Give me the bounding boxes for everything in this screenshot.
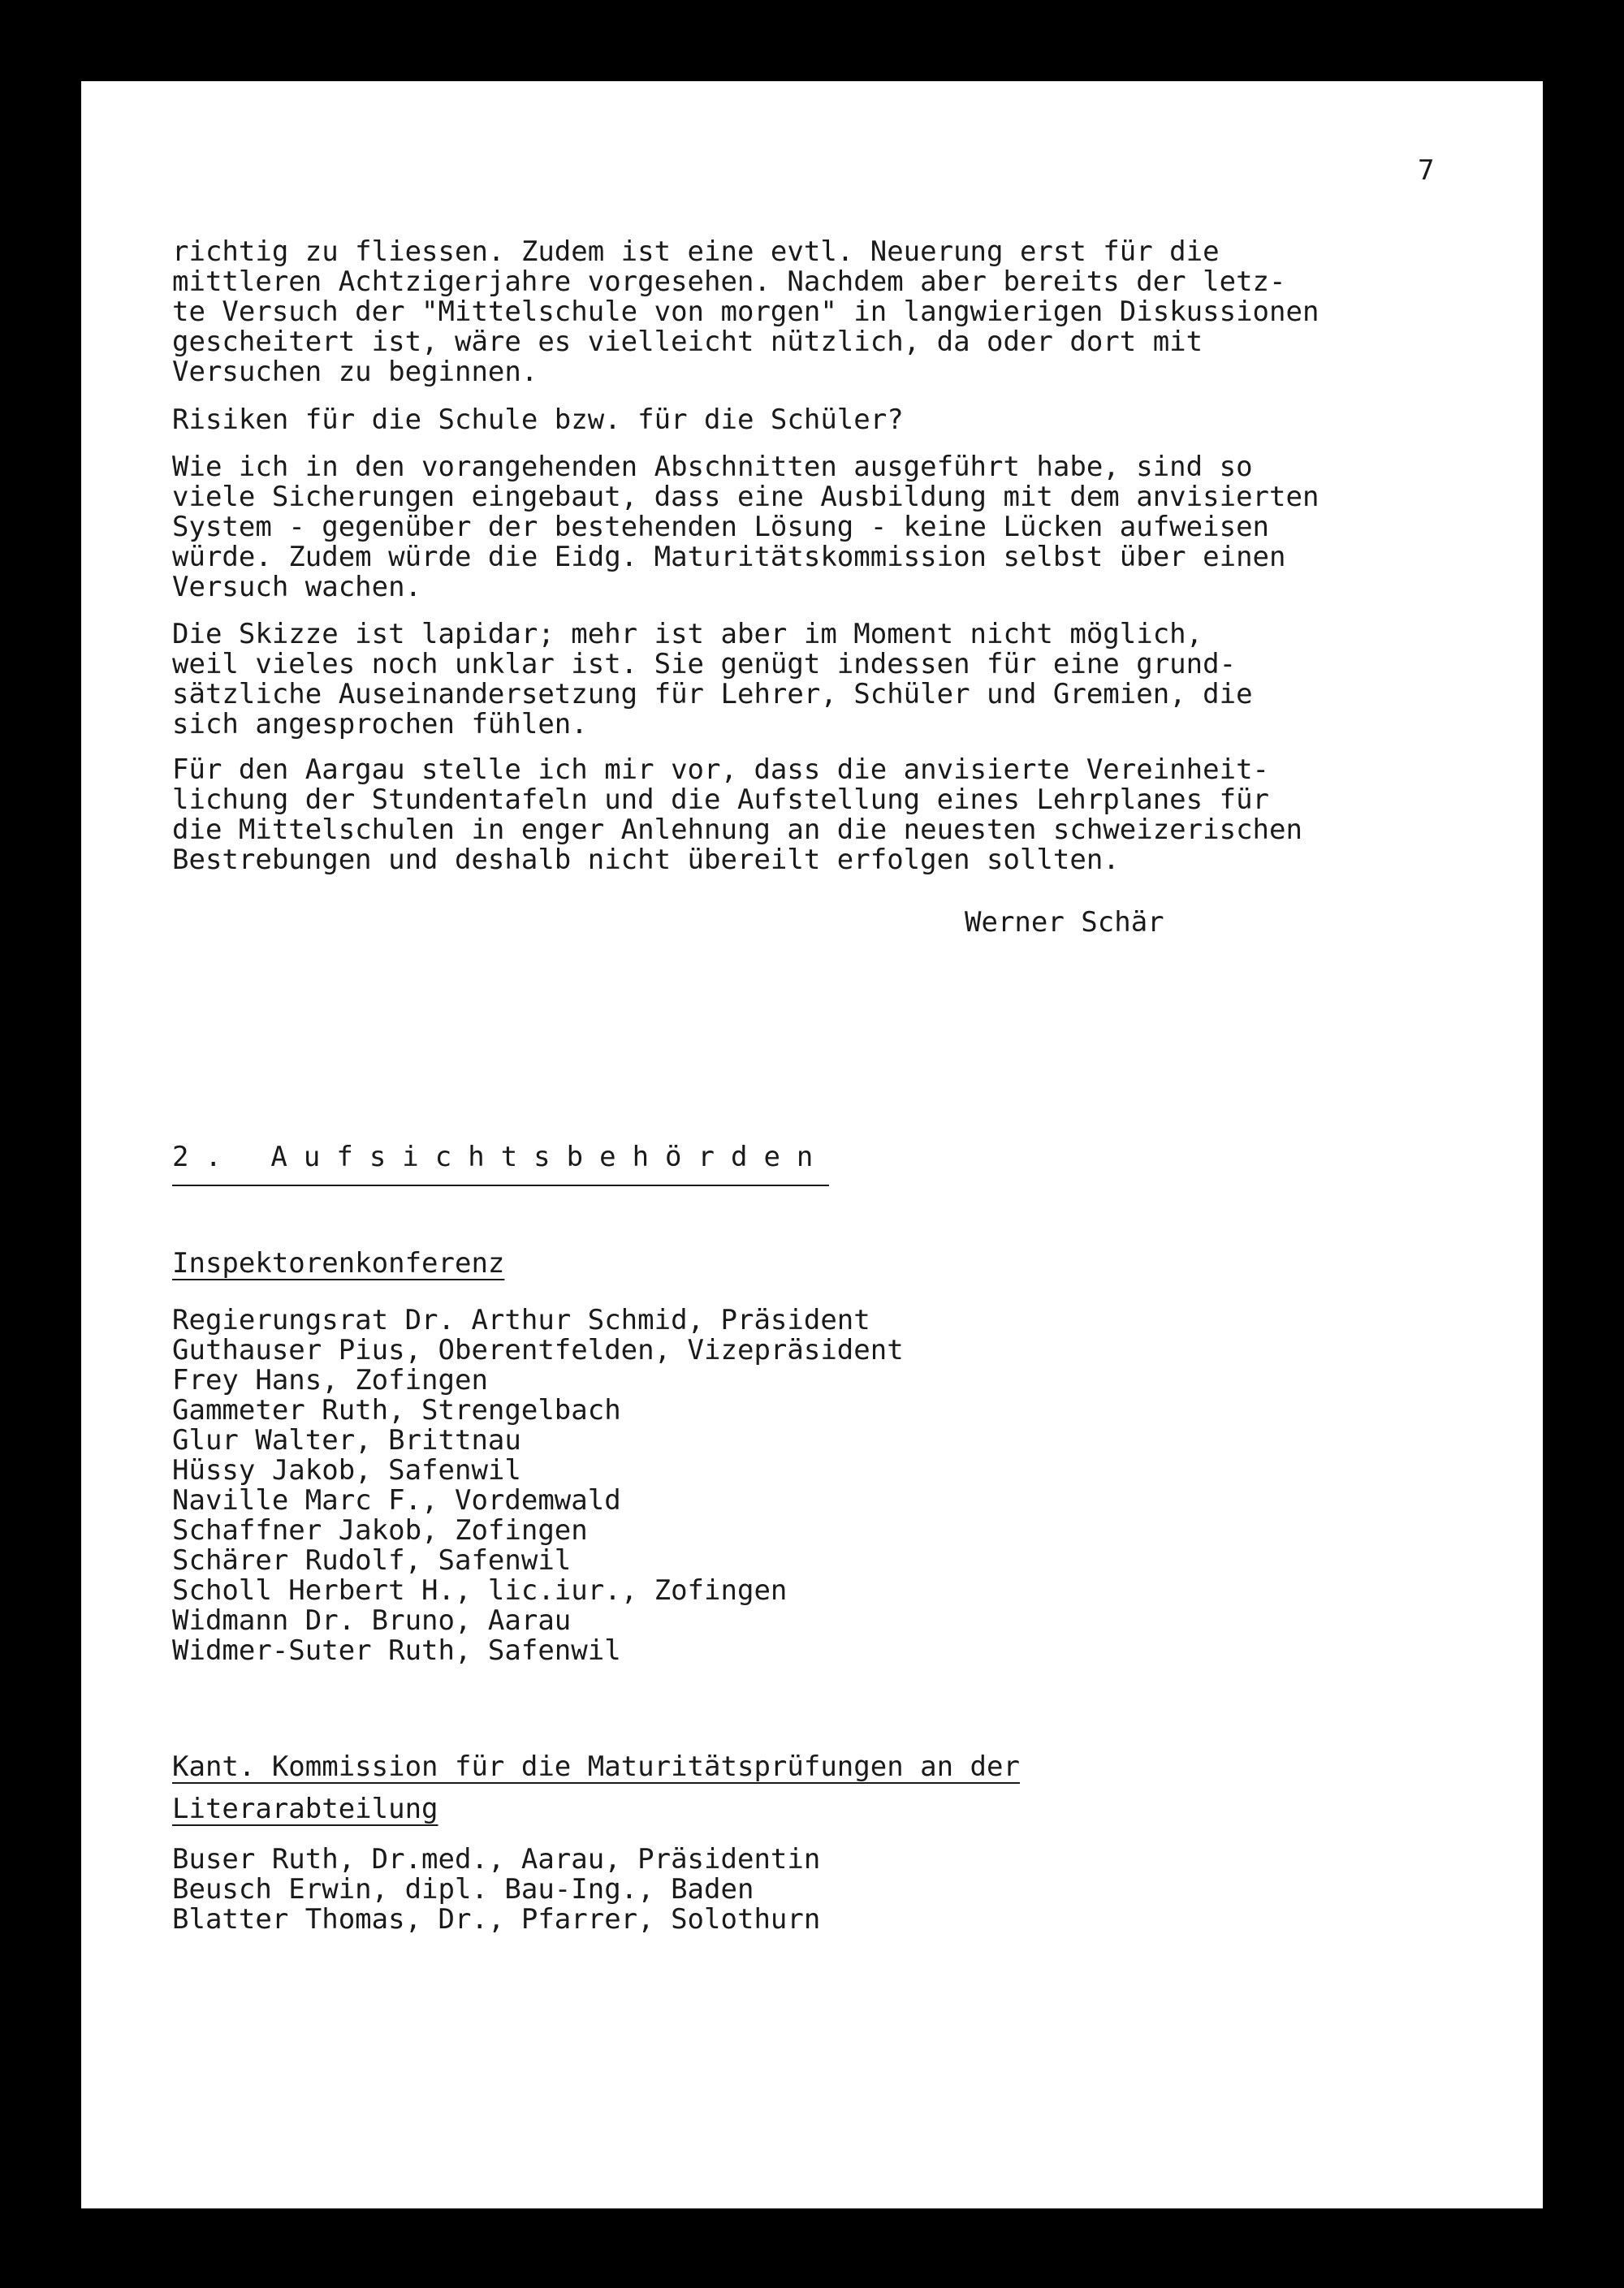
kommission-title-line-1: Kant. Kommission für die Maturitätsprüfungen an der [172, 1751, 1020, 1783]
paragraph-risiken-question: Risiken für die Schule bzw. für die Schüler? [172, 404, 904, 436]
paragraph-continuation: richtig zu fliessen. Zudem ist eine evtl. Neuerung erst für die mittleren Achtzigerjahre vorgesehen. Nachdem aber bereits der letz- te Versuch der "Mittelschule von morgen" in langwierigen Diskussionen gescheitert ist, wäre es vielleicht nützlich, da oder dort mit Versuchen zu beginnen. [172, 235, 1320, 388]
kommission-title-line-2: Literarabteilung [172, 1793, 438, 1825]
paragraph-aargau: Für den Aargau stelle ich mir vor, dass die anvisierte Vereinheit- lichung der Stundentafeln und die Aufstellung eines Lehrplanes für die Mittelschulen in enger Anlehnung an die neuesten schweizerischen Bestrebungen und deshalb nicht übereilt erfolgen sollten. [172, 753, 1302, 876]
signature: Werner Schär [965, 906, 1164, 939]
paragraph-skizze: Die Skizze ist lapidar; mehr ist aber im Moment nicht möglich, weil vieles noch unklar ist. Sie genügt indessen für eine grund- sätzliche Auseinandersetzung für Lehrer, Schüler und Gremien, die sich angesprochen fühlen. [172, 618, 1253, 740]
inspektorenkonferenz-title: Inspektorenkonferenz [172, 1247, 505, 1280]
kommission-title [172, 1746, 1034, 1830]
page-number: 7 [1418, 154, 1435, 187]
paragraph-sicherungen: Wie ich in den vorangehenden Abschnitten ausgeführt habe, sind so viele Sicherungen eingebaut, dass eine Ausbildung mit dem anvisierten System - gegenüber der bestehenden Lösung - keine Lücken aufweisen würde. Zudem würde die Eidg. Maturitätskommission selbst über einen Versuch wachen. [172, 451, 1320, 603]
inspektorenkonferenz-member-list: Regierungsrat Dr. Arthur Schmid, Präsident Guthauser Pius, Oberentfelden, Vizepräsident Frey Hans, Zofingen Gammeter Ruth, Strengelbach Glur Walter, Brittnau Hüssy Jakob, Safenwil Naville Marc F., Vordemwald Schaffner Jakob, Zofingen Schärer Rudolf, Safenwil Scholl Herbert H., lic.iur., Zofingen Widmann Dr. Bruno, Aarau Widmer-Suter Ruth, Safenwil [172, 1304, 904, 1667]
section-heading: 2. Aufsichtsbehörden [172, 1141, 829, 1186]
kommission-member-list: Buser Ruth, Dr.med., Aarau, Präsidentin Beusch Erwin, dipl. Bau-Ing., Baden Blatter Thomas, Dr., Pfarrer, Solothurn [172, 1843, 821, 1936]
